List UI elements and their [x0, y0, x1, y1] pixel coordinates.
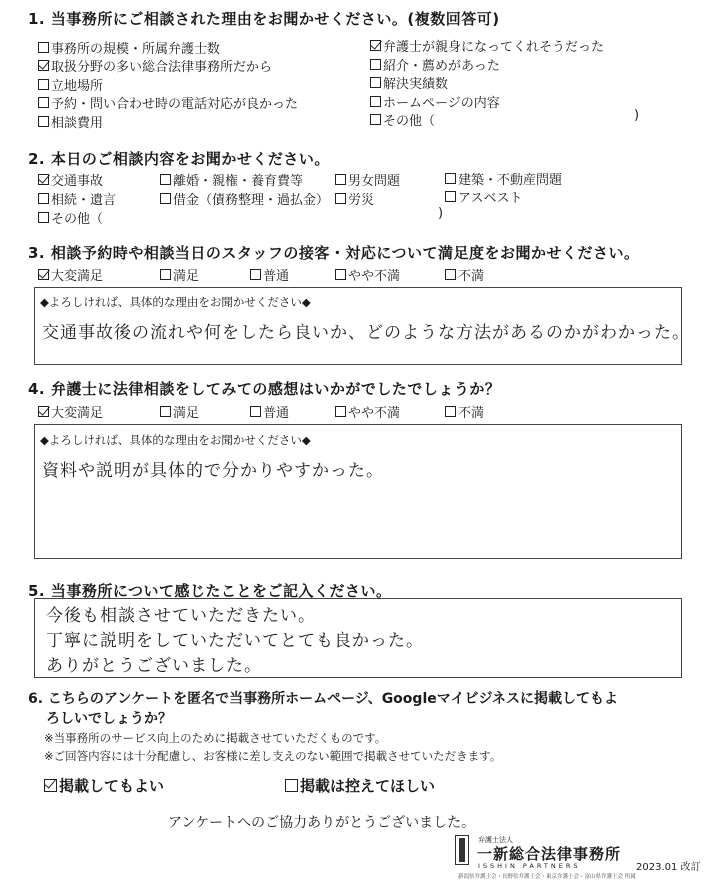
checkbox[interactable]: [250, 269, 261, 280]
q3-option-somewhat-unsatisfied[interactable]: やや不満: [335, 265, 400, 284]
q2-paren-close: ): [438, 206, 444, 221]
checkbox[interactable]: [38, 79, 49, 90]
q1-option-phone[interactable]: 予約・問い合わせ時の電話対応が良かった: [38, 93, 298, 112]
q4-title: 4. 弁護士に法律相談をしてみての感想はいかがでしたでしょうか？: [28, 380, 501, 398]
q4-option-unsatisfied[interactable]: 不満: [445, 402, 484, 421]
q3-title: 3. 相談予約時や相談当日のスタッフの接客・対応について満足度をお聞かせください。: [28, 244, 640, 262]
q5-answer-line-1: 今後も相談させていただきたい。: [46, 606, 316, 626]
q1-option-other[interactable]: その他（: [370, 110, 435, 129]
q3-option-satisfied[interactable]: 満足: [160, 265, 199, 284]
q1-option-results[interactable]: 解決実績数: [370, 73, 448, 92]
checkbox[interactable]: [335, 193, 346, 204]
q6-option-allow[interactable]: 掲載してもよい: [44, 775, 164, 796]
q2-title: 2. 本日のご相談内容をお聞かせください。: [28, 150, 330, 168]
checkbox[interactable]: [250, 406, 261, 417]
firm-roman: ISSHIN PARTNERS: [478, 862, 581, 870]
q1-option-location[interactable]: 立地場所: [38, 75, 103, 94]
q1-option-scale[interactable]: 事務所の規模・所属弁護士数: [38, 38, 220, 57]
checkbox[interactable]: [160, 193, 171, 204]
q5-title: 5. 当事務所について感じたことをご記入ください。: [28, 582, 392, 600]
q5-answer-line-2: 丁寧に説明をしていただいてとても良かった。: [46, 631, 424, 651]
q2-option-inheritance[interactable]: 相続・遺言: [38, 189, 116, 208]
q1-paren-close: ): [634, 108, 640, 123]
checkbox[interactable]: [38, 193, 49, 204]
q3-option-neutral[interactable]: 普通: [250, 265, 289, 284]
checkbox[interactable]: [285, 779, 298, 792]
q2-option-labor[interactable]: 労災: [335, 189, 374, 208]
checkbox[interactable]: [335, 269, 346, 280]
checkbox[interactable]: [445, 406, 456, 417]
q4-box-label: ◆よろしければ、具体的な理由をお聞かせください◆: [40, 433, 311, 447]
checkbox[interactable]: [370, 114, 381, 125]
q4-option-neutral[interactable]: 普通: [250, 402, 289, 421]
q3-option-unsatisfied[interactable]: 不満: [445, 265, 484, 284]
q2-option-traffic[interactable]: 交通事故: [38, 170, 103, 189]
q3-option-very-satisfied[interactable]: 大変満足: [38, 265, 103, 284]
q6-note-1: ※当事務所のサービス向上のために掲載させていただくものです。: [44, 731, 387, 745]
q1-option-many-fields[interactable]: 取扱分野の多い総合法律事務所だから: [38, 56, 272, 75]
checkbox-checked[interactable]: [44, 779, 57, 792]
checkbox-checked[interactable]: [38, 174, 49, 185]
q6-option-decline[interactable]: 掲載は控えてほしい: [285, 775, 435, 796]
firm-name: 一新総合法律事務所: [477, 845, 622, 863]
q4-option-somewhat-unsatisfied[interactable]: やや不満: [335, 402, 400, 421]
q5-answer-line-3: ありがとうございました。: [46, 656, 262, 676]
q1-option-fee[interactable]: 相談費用: [38, 112, 103, 131]
checkbox[interactable]: [370, 77, 381, 88]
q1-option-lawyer-caring[interactable]: 弁護士が親身になってくれそうだった: [370, 36, 604, 55]
firm-logo-icon: [455, 835, 469, 865]
checkbox-checked[interactable]: [38, 406, 49, 417]
checkbox[interactable]: [38, 116, 49, 127]
q6-title-line-1: 6. こちらのアンケートを匿名で当事務所ホームページ、Googleマイビジネスに掲載してもよ: [28, 691, 619, 707]
firm-type: 弁護士法人: [478, 836, 513, 844]
footer-thanks: アンケートへのご協力ありがとうございました。: [168, 815, 476, 831]
checkbox[interactable]: [445, 191, 456, 202]
revision-date: 2023.01 改訂: [636, 862, 701, 873]
checkbox-checked[interactable]: [370, 40, 381, 51]
checkbox[interactable]: [445, 173, 456, 184]
q2-option-real-estate[interactable]: 建築・不動産問題: [445, 169, 562, 188]
q2-option-relationship[interactable]: 男女問題: [335, 170, 400, 189]
q2-option-debt[interactable]: 借金（債務整理・過払金）: [160, 189, 329, 208]
q4-option-very-satisfied[interactable]: 大変満足: [38, 402, 103, 421]
checkbox[interactable]: [160, 269, 171, 280]
checkbox-checked[interactable]: [38, 60, 49, 71]
q4-option-satisfied[interactable]: 満足: [160, 402, 199, 421]
q3-box-label: ◆よろしければ、具体的な理由をお聞かせください◆: [40, 295, 311, 309]
q2-option-divorce[interactable]: 離婚・親権・養育費等: [160, 170, 303, 189]
q6-title-line-2: ろしいでしょうか？: [46, 711, 172, 727]
firm-affiliation: 新潟県弁護士会・長野県弁護士会・東京弁護士会・富山県弁護士会 所属: [458, 874, 636, 880]
checkbox[interactable]: [370, 96, 381, 107]
q1-option-homepage[interactable]: ホームページの内容: [370, 92, 500, 111]
q2-option-asbestos[interactable]: アスベスト: [445, 187, 522, 206]
checkbox-checked[interactable]: [38, 269, 49, 280]
checkbox[interactable]: [335, 174, 346, 185]
checkbox[interactable]: [160, 406, 171, 417]
checkbox[interactable]: [38, 42, 49, 53]
q6-note-2: ※ご回答内容には十分配慮し、お客様に差し支えのない範囲で掲載させていただきます。: [44, 749, 502, 763]
q1-title: 1. 当事務所にご相談された理由をお聞かせください。(複数回答可): [28, 10, 500, 28]
checkbox[interactable]: [160, 174, 171, 185]
q3-answer: 交通事故後の流れや何をしたら良いか、どのような方法があるのかがわかった。: [42, 323, 690, 343]
checkbox[interactable]: [370, 59, 381, 70]
checkbox[interactable]: [38, 212, 49, 223]
q1-option-referral[interactable]: 紹介・薦めがあった: [370, 55, 500, 74]
q2-option-other[interactable]: その他（: [38, 208, 103, 227]
q4-answer: 資料や説明が具体的で分かりやすかった。: [42, 461, 384, 481]
checkbox[interactable]: [335, 406, 346, 417]
checkbox[interactable]: [38, 97, 49, 108]
checkbox[interactable]: [445, 269, 456, 280]
